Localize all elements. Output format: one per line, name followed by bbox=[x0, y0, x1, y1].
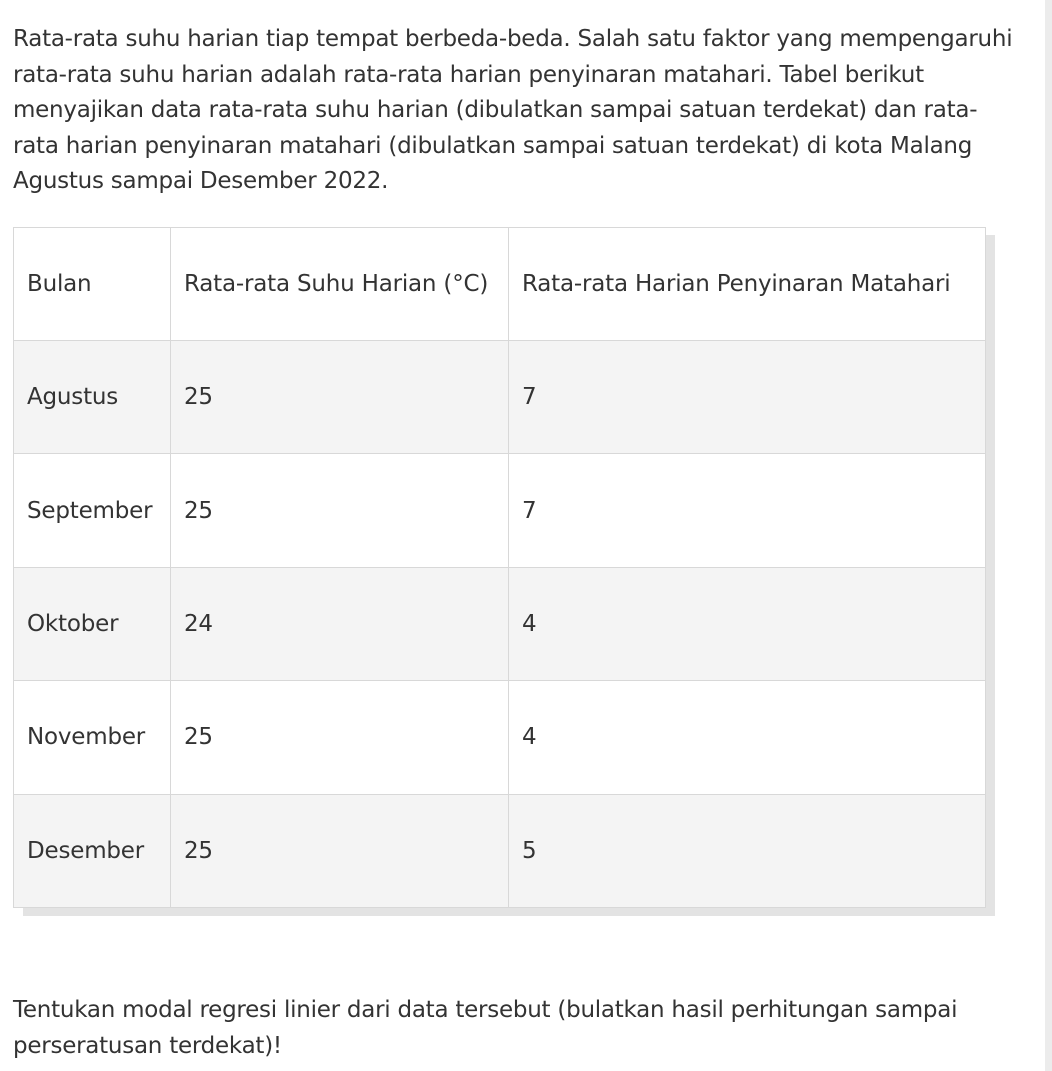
cell-suhu: 25 bbox=[171, 454, 509, 567]
cell-bulan: Agustus bbox=[14, 341, 171, 454]
cell-suhu: 24 bbox=[171, 567, 509, 680]
cell-suhu: 25 bbox=[171, 794, 509, 907]
cell-penyinaran: 7 bbox=[509, 454, 986, 567]
table-row bbox=[14, 341, 986, 454]
scrollbar-track[interactable] bbox=[1045, 0, 1052, 1071]
table-row bbox=[14, 567, 986, 680]
table-row bbox=[14, 454, 986, 567]
cell-penyinaran: 7 bbox=[509, 341, 986, 454]
cell-suhu: 25 bbox=[171, 681, 509, 794]
data-table bbox=[13, 227, 986, 908]
cell-penyinaran: 4 bbox=[509, 567, 986, 680]
cell-bulan: Desember bbox=[14, 794, 171, 907]
header-penyinaran: Rata-rata Harian Penyinaran Matahari bbox=[509, 228, 986, 341]
cell-bulan: Oktober bbox=[14, 567, 171, 680]
header-suhu: Rata-rata Suhu Harian (°C) bbox=[171, 228, 509, 341]
table-row bbox=[14, 794, 986, 907]
table-row bbox=[14, 681, 986, 794]
intro-paragraph: Rata-rata suhu harian tiap tempat berbeda-beda. Salah satu faktor yang mempengaruhi rata-rata suhu harian adalah rata-rata harian penyinaran matahari. Tabel berikut menyajikan data rata-rata suhu harian (dibulatkan sampai satuan terdekat) dan rata-rata harian penyinaran matahari (dibulatkan sampai satuan terdekat) di kota Malang Agustus sampai Desember 2022. bbox=[13, 26, 1013, 195]
question-paragraph: Tentukan modal regresi linier dari data tersebut (bulatkan hasil perhitungan sampai perseratusan terdekat)! bbox=[13, 997, 958, 1059]
cell-bulan: November bbox=[14, 681, 171, 794]
cell-penyinaran: 5 bbox=[509, 794, 986, 907]
cell-suhu: 25 bbox=[171, 341, 509, 454]
cell-penyinaran: 4 bbox=[509, 681, 986, 794]
data-table-container bbox=[13, 227, 985, 908]
table-header-row bbox=[14, 228, 986, 341]
cell-bulan: September bbox=[14, 454, 171, 567]
header-bulan: Bulan bbox=[14, 228, 171, 341]
